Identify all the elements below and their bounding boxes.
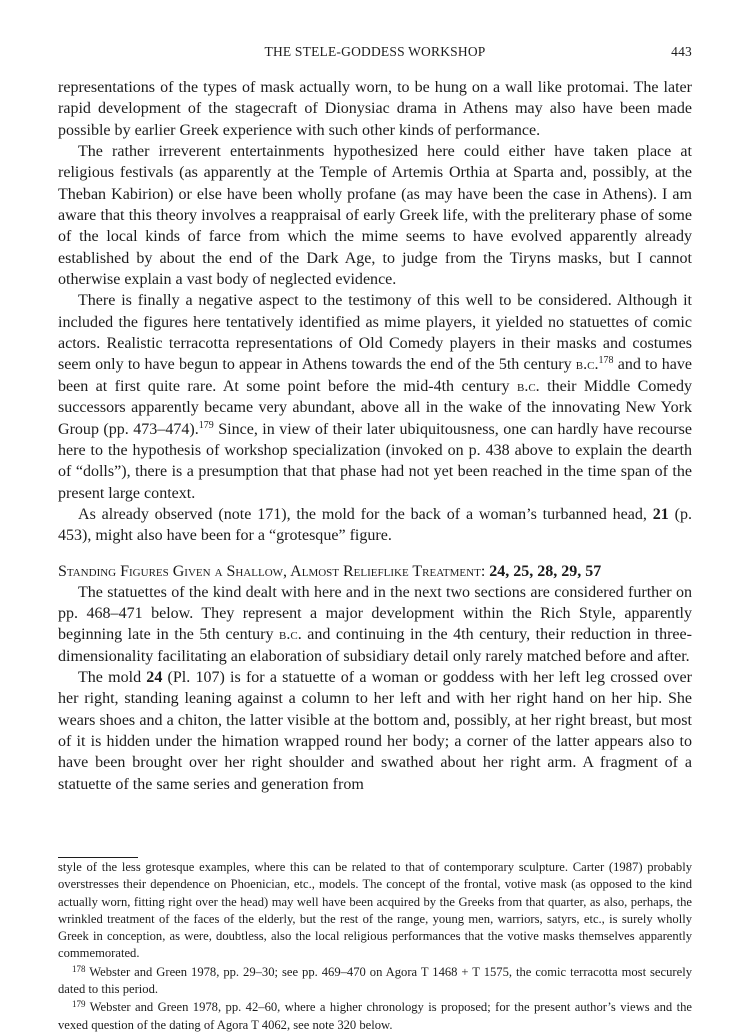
footnote-continued: style of the less grotesque examples, where this can be related to that of contemporary sculpture. Carter (1987) probably overstresses their dependence on Phoenician, etc., models. The concept of the frontal, votive mask (as opposed to the kind actually worn, fitting right over the head) may well have been acquired by the Greeks from that quarter, as also, perhaps, the wrinkled treatment of the faces of the elderly, but the rest of the range, young men, warriors, satyrs, etc., is surely wholly Greek in conception, as were, doubtless, also the local religious performances that the votive masks themselves apparently commemorated. xyxy=(58,860,692,961)
footnote-179: $^{179}$ Webster and Green 1978, pp. 42–60, where a higher chronology is proposed; for the present author’s views and the vexed question of the dating of Agora T 4062, see note 320 below. xyxy=(58,999,692,1032)
footnote-rule xyxy=(58,857,138,858)
footnotes xyxy=(58,859,692,1034)
footnote-178: $^{178}$ Webster and Green 1978, pp. 29–30; see pp. 469–470 on Agora T 1468 + T 1575, the comic terracotta most securely dated to this period. xyxy=(58,963,692,997)
paragraph-mold-21: As already observed (note 171), the mold for the back of a woman’s turbanned head, 21 (p. 453), might also have been for a “grotesque” figure. xyxy=(58,505,692,545)
paragraph-mold-24: The mold 24 (Pl. 107) is for a statuette of a woman or goddess with her left leg crossed over her right, standing leaning against a column to her left and with her right hand on her hip. She wears shoes and a chiton, the latter visible at the bottom and, possibly, at her right breast, but most of it is hidden under the himation wrapped round her body; a corner of the latter appears also to have been brought over her right shoulder and swathed about her right arm. A fragment of a statuette of the same series and generation from xyxy=(58,668,692,793)
running-header xyxy=(58,44,692,64)
paragraph-statuettes: The statuettes of the kind dealt with here and in the next two sections are considered further on pp. 468–471 below. They represent a major development within the Rich Style, apparently beginning late in the 5th century b.c. and continuing in the 4th century, their reduction in three-dimensionality facilitating an elaboration of subsidiary detail only rarely matched before and after. xyxy=(58,583,693,665)
paragraph-entertainments: The rather irreverent entertainments hypothesized here could either have taken place at religious festivals (as apparently at the Temple of Artemis Orthia at Sparta and, possibly, at the Theban Kabirion) or else have been wholly profane (as may have been the case in Athens). I am aware that this theory involves a reappraisal of early Greek life, with the preliterary phase of some of the local kinds of farce from which the mime seems to have evolved apparently already established by about the end of the Dark Age, to judge from the Tiryns masks, but I cannot otherwise explain a vast body of neglected evidence. xyxy=(58,143,692,289)
paragraph-continued: representations of the types of mask actually worn, to be hung on a wall like protomai. The later rapid development of the stagecraft of Dionysiac drama in Athens may also have been made possible by earlier Greek experience with such other kinds of performance. xyxy=(58,79,692,139)
footnote-ref-179: 179 xyxy=(198,419,214,431)
section-heading: Standing Figures Given a Shallow, Almost Relieflike Treatment: 24, 25, 28, 29, 57 xyxy=(58,562,602,580)
book-page xyxy=(58,0,693,1032)
running-title: THE STELE-GODDESS WORKSHOP xyxy=(264,44,486,59)
footnote-ref-178: 178 xyxy=(598,355,614,367)
main-text xyxy=(58,77,692,795)
paragraph-negative-aspect: There is finally a negative aspect to the testimony of this well to be considered. Although it included the figures here tentatively identified as mime players, it yielded no statuettes of comic actors. Realistic terracotta representations of Old Comedy players in their masks and costumes seem only to have begun to appear in Athens towards the end of the 5th century b.c.$^{178}$ and to have been at first quite rare. At some point before the mid-4th century b.c. their Middle Comedy successors apparently became very abundant, above all in the wake of the innovating New York Group (pp. 473–474).$^{179}$ Since, in view of their later ubiquitousness, one can hardly have recourse here to the hypothesis of workshop specialization (invoked on p. 438 above to explain the dearth of “dolls”), there is a presumption that that phase had not yet been reached in the time span of the present large context. xyxy=(58,292,692,502)
page-number: 443 xyxy=(671,44,692,59)
